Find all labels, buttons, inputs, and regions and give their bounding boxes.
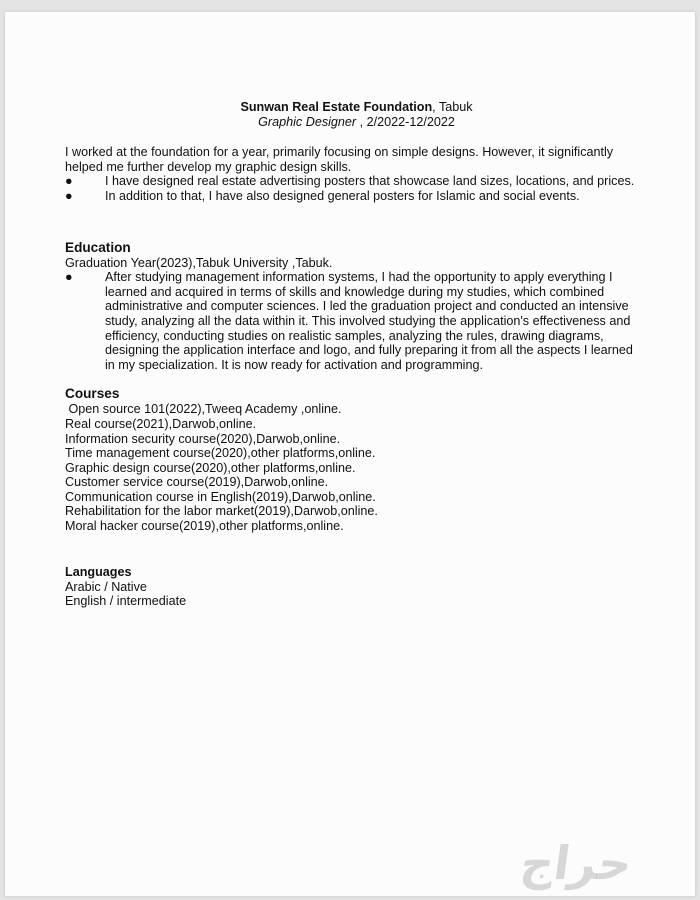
course-item: Customer service course(2019),Darwob,online. <box>65 475 329 490</box>
course-item: Real course(2021),Darwob,online. <box>65 416 257 431</box>
experience-role-line <box>73 115 640 130</box>
bullet-icon: ● <box>65 188 73 203</box>
education-line: Graduation Year(2023),Tabuk University ,Tabuk. <box>65 255 333 270</box>
course-item: Communication course in English(2019),Darwob,online. <box>65 489 376 504</box>
course-item: Moral hacker course(2019),other platforms,online. <box>65 519 344 534</box>
job-dates: , 2/2022-12/2022 <box>356 114 455 129</box>
education-bullets <box>65 270 640 372</box>
list-item: ● In addition to that, I have also designed general posters for Islamic and social events. <box>65 188 580 203</box>
language-item: Arabic / Native <box>65 579 147 594</box>
list-item: ● After studying management information systems, I had the opportunity to apply everything I learned and acquired in terms of skills and knowledge during my studies, which combined administrative and computer sciences. I led the graduation project and conducted an intensive study, analyzing all the data within it. This involved studying the application's effectiveness and efficiency, conducting studies on realistic samples, analyzing the rules, drawing diagrams, designing the application interface and logo, and fully preparing it from all the aspects I learned in my specialization. It is now ready for activation and programming. <box>65 270 633 372</box>
bullet-icon: ● <box>65 174 73 189</box>
course-item: Time management course(2020),other platforms,online. <box>65 446 376 461</box>
experience-header <box>73 100 640 129</box>
experience-summary: I worked at the foundation for a year, primarily focusing on simple designs. However, it significantly helped me further develop my graphic design skills. <box>65 145 614 174</box>
experience-title-line <box>73 100 640 115</box>
course-item: Information security course(2020),Darwob,online. <box>65 431 341 446</box>
job-role: Graphic Designer <box>258 114 357 129</box>
language-item: English / intermediate <box>65 594 187 609</box>
experience-bullets <box>65 174 640 203</box>
course-item: Graphic design course(2020),other platforms,online. <box>65 460 356 475</box>
courses-list <box>65 402 640 533</box>
organization-location: , Tabuk <box>432 100 473 114</box>
languages-list <box>65 580 640 609</box>
bullet-icon: ● <box>65 270 73 285</box>
courses-heading: Courses <box>65 386 120 402</box>
list-item: ● I have designed real estate advertising posters that showcase land sizes, locations, and prices. <box>65 174 635 189</box>
resume-content <box>65 100 640 609</box>
education-heading: Education <box>65 239 131 255</box>
organization-name: Sunwan Real Estate Foundation <box>240 100 433 114</box>
document-page <box>5 12 695 896</box>
course-item: Open source 101(2022),Tweeq Academy ,online. <box>65 402 342 417</box>
course-item: Rehabilitation for the labor market(2019),Darwob,online. <box>65 504 378 519</box>
languages-heading: Languages <box>65 564 132 579</box>
watermark-logo: حراج <box>517 836 636 890</box>
